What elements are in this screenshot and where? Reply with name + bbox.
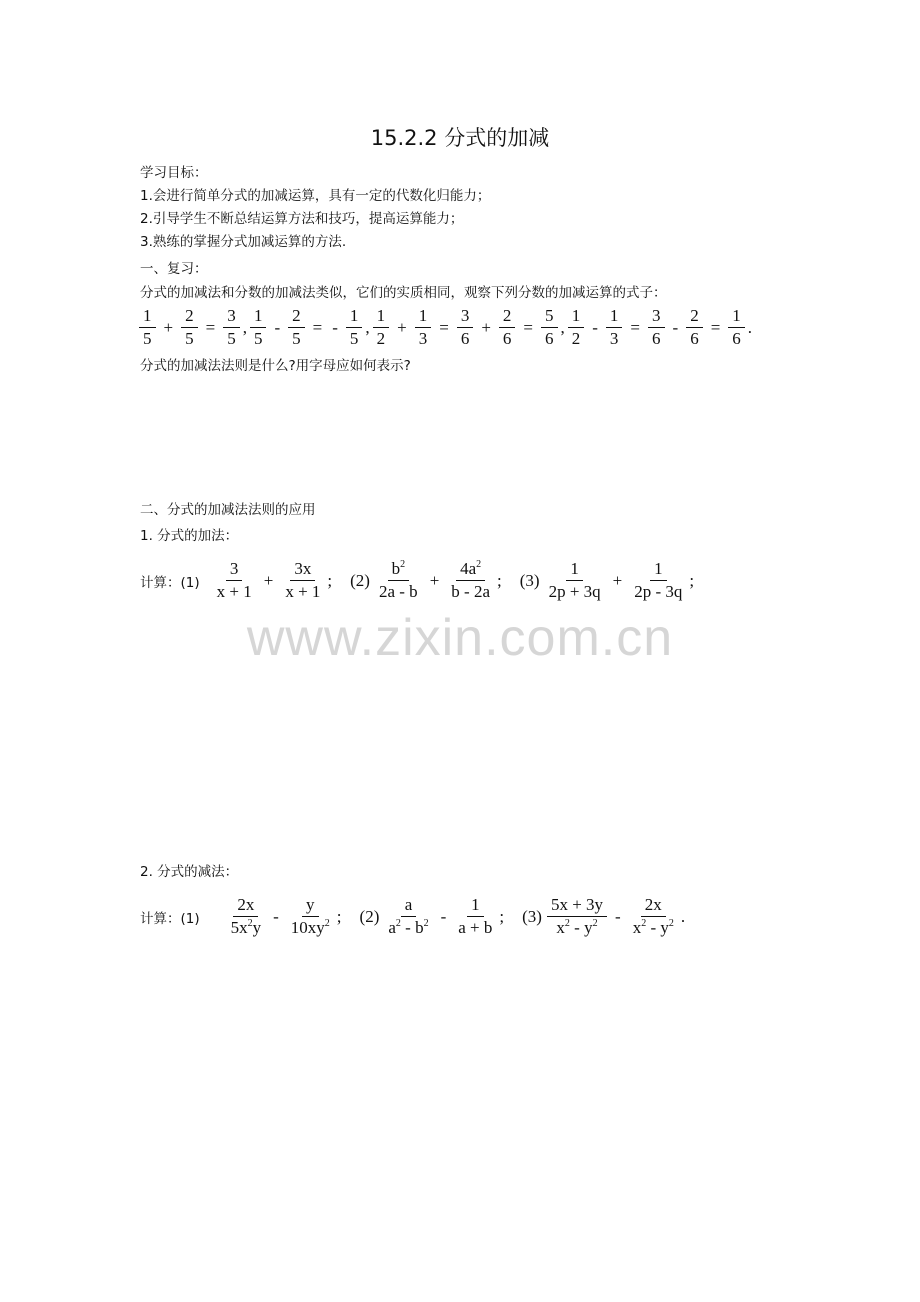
problem-number: (2) (350, 570, 370, 590)
fraction: $\frac{1}{3}$ (606, 305, 623, 350)
fraction: $\frac{3x}{x + 1}$ (285, 559, 321, 601)
fraction: $\frac{5x + 3y}{x^2 - y^2}$ (547, 894, 607, 939)
review-intro: 分式的加减法和分数的加减法类似，它们的实质相同，观察下列分数的加减运算的式子： (140, 285, 667, 301)
fraction: $\frac{1}{a + b}$ (458, 895, 493, 937)
goals-heading: 学习目标： (140, 165, 208, 181)
subtraction-problems: 计算：(1) $\frac{2x}{5x^2y}$ - $\frac{y}{10xy^2}$ ; (2) $\frac{a}{a^2 - b^2}$ - $\frac{1}{a + b}$ ; (3) $\frac{5x + 3y}{x^2 - y^2}$ - $\frac{2x}{x^2 - y^2}$ . (140, 895, 686, 937)
problem-label: 计算：(1) (140, 574, 200, 591)
addition-problems: 计算：(1) $\frac{3}{x + 1}$ + $\frac{3x}{x + 1}$ ; (2) $\frac{b^2}{2a - b}$ + $\frac{4a^2}{b - 2a}$ ; (3) $\frac{1}{2p + 3q}$ + $\frac{1}{2p - 3q}$ ; (140, 559, 695, 601)
fraction: $\frac{3}{6}$ (648, 305, 665, 350)
fraction: $\frac{2x}{x^2 - y^2}$ (632, 895, 674, 937)
fraction: $\frac{1}{2}$ (568, 305, 585, 350)
review-fraction-row: $\frac{1}{5}$ + $\frac{2}{5}$ = $\frac{3}{5}$ , $\frac{1}{5}$ - $\frac{2}{5}$ = - $\frac{1}{5}$ , $\frac{1}{2}$ + $\frac{1}{3}$ = $\frac{3}{6}$ + $\frac{2}{6}$ = $\frac{5}{6}$ , $\frac{1}{2}$ - $\frac{1}{3}$ = $\frac{3}{6}$ - $\frac{2}{6}$ = $\frac{1}{6}$ . (136, 305, 752, 350)
addition-heading: 1. 分式的加法： (140, 528, 239, 544)
fraction: $\frac{1}{2p - 3q}$ (634, 559, 683, 601)
fraction: $\frac{1}{5}$ (346, 305, 363, 350)
fraction: $\frac{3}{5}$ (223, 305, 240, 350)
subtraction-heading: 2. 分式的减法： (140, 864, 239, 880)
goal-item-1: 1.会进行简单分式的加减运算，具有一定的代数化归能力； (140, 188, 491, 204)
fraction: $\frac{3}{x + 1}$ (216, 559, 252, 601)
review-heading: 一、复习： (140, 261, 208, 277)
fraction: $\frac{1}{5}$ (139, 305, 156, 350)
fraction: $\frac{2x}{5x^2y}$ (230, 895, 262, 937)
goal-item-2: 2.引导学生不断总结运算方法和技巧，提高运算能力； (140, 211, 464, 227)
problem-label: 计算：(1) (140, 910, 200, 927)
fraction: $\frac{1}{2p + 3q}$ (548, 559, 601, 601)
watermark: www.zixin.com.cn (246, 609, 674, 667)
fraction: $\frac{3}{6}$ (457, 305, 474, 350)
fraction: $\frac{2}{6}$ (686, 305, 703, 350)
fraction: $\frac{a}{a^2 - b^2}$ (388, 895, 429, 937)
fraction: $\frac{y}{10xy^2}$ (290, 895, 330, 937)
review-question: 分式的加减法法则是什么?用字母应如何表示? (140, 358, 411, 374)
goal-item-3: 3.熟练的掌握分式加减运算的方法. (140, 234, 347, 250)
fraction: $\frac{b^2}{2a - b}$ (378, 559, 418, 601)
fraction: $\frac{2}{5}$ (288, 305, 305, 350)
page-title: 15.2.2 分式的加减 (370, 126, 550, 150)
fraction: $\frac{5}{6}$ (541, 305, 558, 350)
problem-number: (3) (519, 570, 540, 590)
section2-heading: 二、分式的加减法法则的应用 (140, 502, 316, 518)
fraction: $\frac{1}{5}$ (250, 305, 267, 350)
fraction: $\frac{1}{2}$ (373, 305, 390, 350)
fraction: $\frac{4a^2}{b - 2a}$ (451, 559, 490, 601)
fraction: $\frac{2}{5}$ (181, 305, 198, 350)
fraction: $\frac{1}{6}$ (728, 305, 745, 350)
fraction: $\frac{1}{3}$ (415, 305, 432, 350)
problem-number: (3) (522, 906, 542, 926)
problem-number: (2) (359, 906, 380, 926)
fraction: $\frac{2}{6}$ (499, 305, 516, 350)
